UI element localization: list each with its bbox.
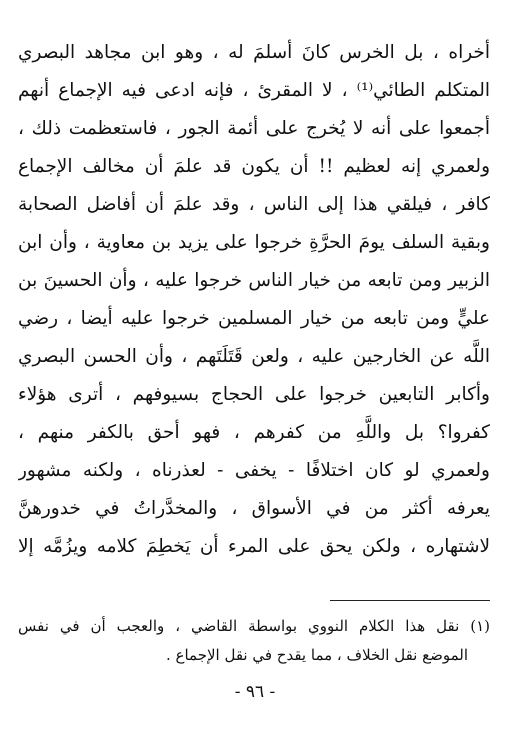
text-line-1: أخراه ، بل الخرس كانَ أسلمَ له ، وهو ابن مجاهد البصري [18, 42, 490, 63]
text-line-13: يعرفه أكثر من في الأسواق ، والمخدَّراتُ في خدورهنَّ [18, 498, 490, 519]
text-line-8: عليٍّ ومن تابعه من خيار المسلمين خرجوا عليه أيضا ، رضي [18, 308, 490, 329]
text-line-5: كافر ، فيلقي هذا إلى الناس ، وقد علمَ أن أفاضل الصحابة [18, 194, 490, 215]
text-line-7: الزبير ومن تابعه من خيار الناس خرجوا عليه ، وأن الحسينَ بن [18, 270, 490, 291]
text-line-9: اللَّه عن الخارجين عليه ، ولعن قَتَلَتَهم ، وأن الحسن البصري [18, 346, 490, 367]
footnote-line-2: الموضع نقل الخلاف ، مما يقدح في نقل الإجماع . [165, 646, 468, 664]
footnote-block [18, 612, 490, 670]
text-line-6: وبقية السلف يومَ الحرَّةِ خرجوا على يزيد بن معاوية ، وأن ابن [18, 232, 490, 253]
text-line-10: وأكابر التابعين خرجوا على الحجاج بسيوفهم ، أترى هؤلاء [18, 384, 490, 405]
main-text-block [18, 34, 490, 566]
footnote-line-1: (١) نقل هذا الكلام النووي بواسطة القاضي ، والعجب أن في نفس [18, 617, 490, 635]
text-line-14: لاشتهاره ، ولكن يحق على المرء أن يَخطِمَ كلامه ويزُمَّه إلا [18, 536, 490, 557]
text-line-3: أجمعوا على أنه لا يُخرج على أئمة الجور ، فاستعظمت ذلك ، [18, 118, 490, 139]
footnote-separator [330, 600, 490, 601]
text-line-4: ولعمري إنه لعظيم !! أن يكون قد علمَ أن مخالف الإجماع [18, 156, 490, 177]
page-number: - ٩٦ - [234, 682, 276, 702]
text-line-11: كفروا؟ بل واللَّهِ من كفرهم ، فهو أحق بالكفر منهم ، [18, 422, 490, 443]
text-line-12: ولعمري لو كان اختلافًا - يخفى - لعذرناه ، ولكنه مشهور [18, 460, 490, 481]
text-line-2: المتكلم الطائي⁽¹⁾ ، لا المقرئ ، فإنه ادعى فيه الإجماع أنهم [18, 80, 490, 101]
